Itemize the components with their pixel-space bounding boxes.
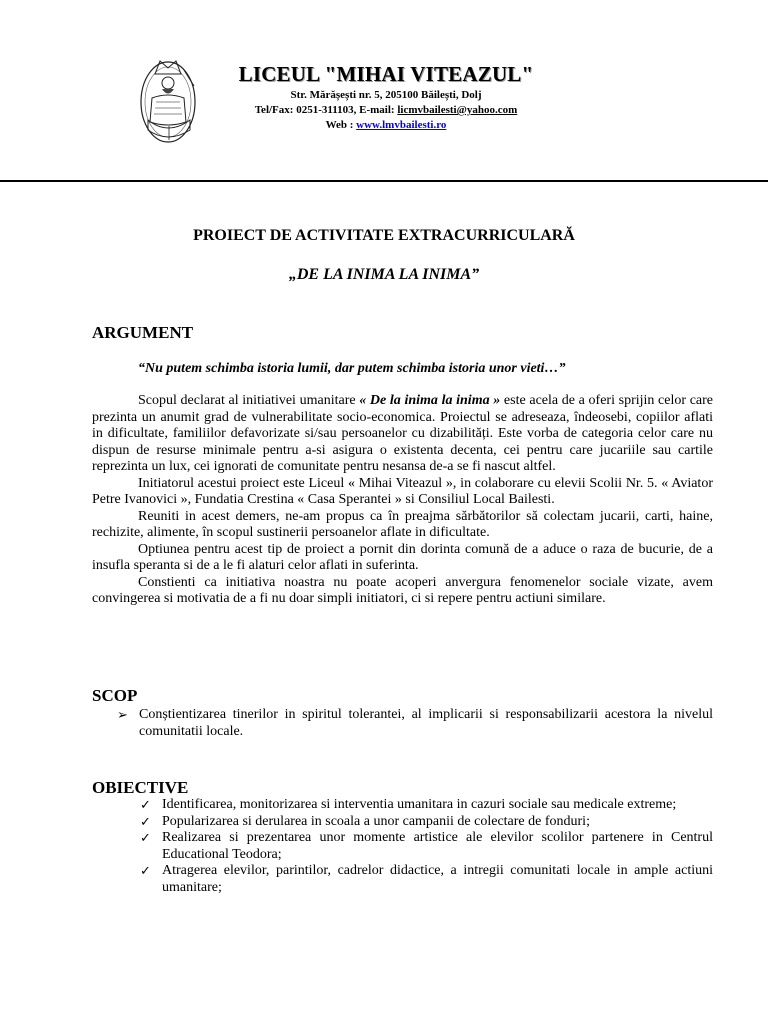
argument-body <box>92 393 713 608</box>
list-item <box>140 813 713 831</box>
school-address: Str. Mărășești nr. 5, 205100 Băilești, Dolj <box>290 89 482 101</box>
checkmark-icon: ✓ <box>140 813 151 829</box>
argument-paragraph <box>92 393 713 476</box>
argument-paragraph: Reuniti in acest demers, ne-am propus ca în preajma sărbătorilor să colectam jucarii, carti, haine, rechizite, alimente, în scopul sustinerii persoanelor aflate in dificultate. <box>92 508 713 540</box>
school-name: LICEUL "MIHAI VITEAZUL" <box>238 62 534 86</box>
web-label: Web : <box>325 119 357 131</box>
paragraph-text: este acela de a oferi sprijin celor care prezinta un anumit grad de vulnerabilitate socio-economica. Proiectul se adreseaza, îndeosebi, copiilor aflati in dificultate, familiilor defavorizate si/sau persoanelor cu dizabilități. Este vorba de categoria celor care nu dispun de resurse minimale pentru a-si asigura o existenta decenta, cei pentru care jucariile sau cartile reprezinta un lux, cei ignorati de comunitate pentru nesansa de-a se fi nascut altfel. <box>92 393 714 474</box>
argument-paragraph: Initiatorul acestui proiect este Liceul « Mihai Viteazul », in colaborare cu elevii Scolii Nr. 5. « Aviator Petre Ivanovici », Fundatia Crestina « Casa Sperantei » si Consiliul Local Bailesti. <box>92 475 713 507</box>
scop-text: Conștientizarea tinerilor in spiritul tolerantei, al implicarii si responsabilizarii acestora la nivelul comunitatii locale. <box>139 707 713 739</box>
scop-list <box>117 706 713 740</box>
objective-text: Atragerea elevilor, parintilor, cadrelor didactice, a intregii comunitati locale in ample actiuni umanitare; <box>162 863 713 895</box>
obiective-list <box>140 797 713 896</box>
initiative-name: « De la inima la inima » <box>359 393 501 408</box>
checkmark-icon: ✓ <box>140 797 151 812</box>
checkmark-icon: ✓ <box>140 830 151 845</box>
list-item <box>117 706 713 740</box>
list-item <box>140 830 713 863</box>
obiective-heading: OBIECTIVE <box>92 778 189 797</box>
web-line <box>186 119 586 131</box>
checkmark-icon: ✓ <box>140 863 151 878</box>
project-title: PROIECT DE ACTIVITATE EXTRACURRICULARĂ <box>193 227 575 244</box>
website-link[interactable]: www.lmvbailesti.ro <box>356 119 447 131</box>
objective-text: Realizarea si prezentarea unor momente artistice ale elevilor scolilor partenere in Centrul Educational Teodora; <box>162 830 713 862</box>
project-subtitle: „DE LA INIMA LA INIMA” <box>288 266 480 283</box>
header-divider <box>0 180 768 182</box>
argument-heading: ARGUMENT <box>92 323 194 342</box>
tel-fax-label: Tel/Fax: 0251-311103, E-mail: <box>254 104 398 116</box>
arrow-bullet-icon: ➢ <box>117 707 128 722</box>
paragraph-text: Scopul declarat al initiativei umanitare <box>138 393 360 408</box>
argument-quote: “Nu putem schimba istoria lumii, dar putem schimba istoria unor vieti…” <box>138 361 566 376</box>
objective-text: Popularizarea si derularea in scoala a unor campanii de colectare de fonduri; <box>162 813 590 829</box>
argument-paragraph: Optiunea pentru acest tip de proiect a pornit din dorinta comună de a aduce o raza de bucurie, de a insufla speranta si de a le fi alaturi celor aflati in suferinta. <box>92 541 713 573</box>
contact-line <box>186 104 586 116</box>
email-link[interactable]: licmvbailesti@yahoo.com <box>397 104 518 116</box>
argument-paragraph: Constienti ca initiativa noastra nu poate acoperi anvergura fenomenelor sociale vizate, avem convingerea si motivatia de a fi nu doar simpli initiatori, ci si repere pentru actiuni similare. <box>92 574 713 606</box>
objective-text: Identificarea, monitorizarea si interventia umanitara in cazuri sociale sau medicale extreme; <box>162 797 677 812</box>
scop-heading: SCOP <box>92 686 138 705</box>
list-item <box>140 797 713 814</box>
list-item <box>140 863 713 896</box>
